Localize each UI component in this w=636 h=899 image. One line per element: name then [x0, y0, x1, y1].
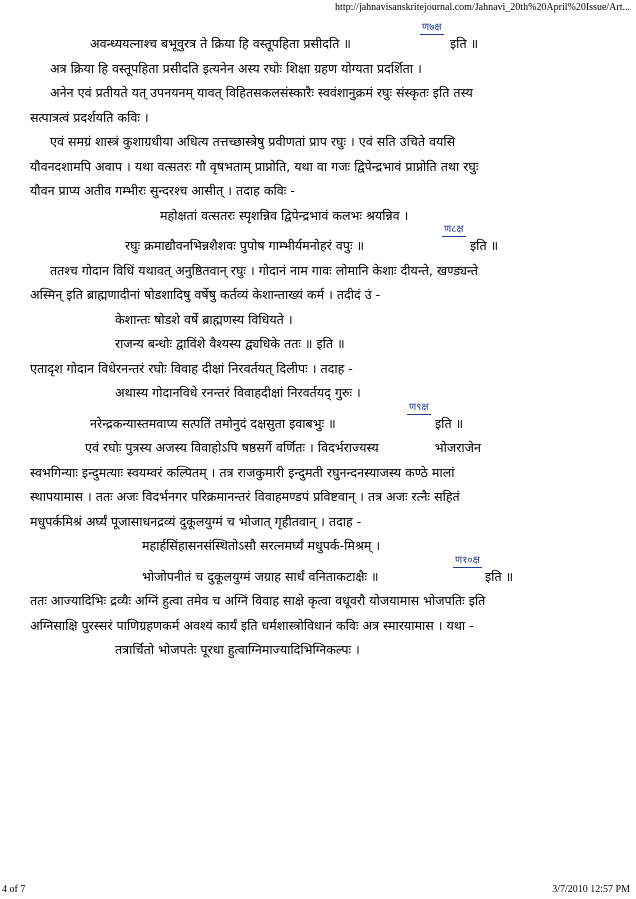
verse-iti: इति ॥ — [450, 36, 479, 51]
footnote-link[interactable]: ण८क्ष — [444, 224, 464, 235]
verse-iti: इति ॥ — [485, 568, 514, 584]
paragraph-line: अस्मिन् इति ब्राह्मणादीनां षोडशादिषु वर्षेषु कर्तव्यं केशान्ताख्यं कर्म । तदीदं उं - — [30, 287, 381, 302]
paragraph-line: मधुपर्कमिश्रं अर्घ्यं पूजासाधनद्रव्यं दुकूलयुग्मं च भोजात् गृहीतवान् । तदाह - — [30, 513, 362, 529]
verse-text: अवन्ध्ययत्नाश्च बभूवुरत्र ते क्रिया हि वस्तूपहिता प्रसीदति ॥ — [90, 36, 351, 51]
verse-iti: इति ॥ — [470, 238, 499, 253]
print-datetime: 3/7/2010 12:57 PM — [552, 884, 630, 895]
verse-line-2 — [30, 224, 620, 259]
page-url-header: http://jahnavisanskritejournal.com/Jahnavi_20th%20April%20Issue/Art... — [335, 2, 630, 13]
paragraph-line: यौवन प्राप्य अतीव गम्भीरः सुन्दरश्च आसीत् । तदाह कविः - — [30, 183, 295, 198]
paragraph-line — [30, 436, 620, 461]
verse-line-1 — [30, 22, 620, 57]
paragraph-line: यौवनदशामपि अवाप । यथा वत्सतरः गौ वृषभताम् प्राप्नोति, यथा वा गजः द्विपेन्द्रभावं प्राप्नोति तथा रघुः — [30, 158, 479, 174]
quote-line: अथास्य गोदानविधे रनन्तरं विवाहदीक्षां निरवर्तयद् गुरुः । — [115, 385, 361, 400]
footnote-link[interactable]: ण१०क्ष — [455, 554, 480, 566]
paragraph-line: स्वभगिन्याः इन्दुमत्याः स्वयम्वरं कल्पितम् । तत्र राजकुमारी इन्दुमती रघुनन्दनस्याजस्य कण्ठे मालां — [30, 464, 455, 480]
verse-text: रघुः क्रमाद्यौवनभिन्नशैशवः पुपोष गाम्भीर्यमनोहरं वपुः ॥ — [125, 238, 365, 253]
verse-iti: इति ॥ — [435, 415, 464, 431]
paragraph-line: अग्निसाक्षि पुरस्सरं पाणिग्रहणकर्म अवश्यं कार्यं इति धर्मशास्त्रोविधानं कविः अत्र स्मारयामास । यथा - — [30, 617, 474, 633]
article-body — [30, 22, 620, 663]
verse-text: नरेन्द्रकन्यास्तमवाप्य सत्पतिं तमोनुदं दक्षसुता इवाबभुः ॥ — [90, 415, 336, 431]
paragraph-line: स्थापयामास । ततः अजः विदर्भनगर परिक्रमानन्तरं विवाहमण्डपं प्रविष्टवान् । तत्र अजः रत्नैः सहितं — [30, 489, 460, 504]
verse-line-3 — [30, 401, 620, 437]
footnote-link[interactable]: ण७क्ष — [422, 22, 442, 33]
paragraph-line: अत्र क्रिया हि वस्तूपहिता प्रसीदति इत्यनेन अस्य रघोः शिक्षा ग्रहण योग्यता प्रदर्शिता । — [50, 60, 422, 76]
paragraph-line: ततश्च गोदान विधिं यथावत् अनुष्ठितवान् रघुः । गोदानं नाम गावः लोमानि केशाः दीयन्ते, खण्ड्यन्ते — [50, 262, 478, 278]
quote-line: तत्रार्चितो भोजपतेः पूरधा हुत्वाग्निमाज्यादिभिग्निकल्पः । — [115, 642, 360, 657]
paragraph-text: भोजराजेन — [434, 440, 481, 455]
paragraph-text: एवं रघोः पुत्रस्य अजस्य विवाहोऽपि षष्ठसर्गे वर्णितः । विदर्भराज्यस्य — [85, 440, 379, 455]
quote-line: राजन्य बन्धोः द्वाविंशे वैश्यस्य द्व्यधिके ततः ॥ इति ॥ — [115, 336, 345, 351]
verse-text: भोजोपनीतं च दुकूलयुग्मं जग्राह सार्धं वनिताकटाक्षैः ॥ — [142, 568, 379, 584]
paragraph-line: सत्पात्रत्वं प्रदर्शयति कविः । — [30, 109, 149, 125]
page-number: 4 of 7 — [2, 884, 26, 895]
quote-line: महोक्षतां वत्सतरः स्पृशन्निव द्विपेन्द्रभावं कलभः श्रयन्निव । — [160, 207, 409, 223]
footnote-link[interactable]: ण९क्ष — [409, 401, 429, 413]
paragraph-line: एतादृश गोदान विधेरनन्तरं रघोः विवाह दीक्षां निरवर्तयत् दिलीपः । तदाह - — [30, 360, 353, 376]
paragraph-line: एवं समग्रं शास्त्रं कुशाग्रधीया अधित्य तत्तच्छास्त्रेषु प्रवीणतां प्राप रघुः । एवं सति उचिते वयसि — [50, 134, 456, 149]
verse-line-4 — [30, 554, 620, 590]
quote-line: महार्हसिंहासनसंस्थितोऽसौ सरत्नमर्घ्यं मधुपर्क-मिश्रम् । — [142, 538, 381, 553]
paragraph-line: ततः आज्यादिभिः द्रव्यैः अग्निं हुत्वा तमेव च अग्निं विवाह साक्षे कृत्वा वधूवरौ योजयामास भोजपतिः इति — [30, 593, 486, 608]
quote-line: केशान्तः षोडशे वर्षे ब्राह्मणस्य विधियते । — [115, 311, 293, 327]
paragraph-line: अनेन एवं प्रतीयते यत् उपनयनम् यावत् विहितसकलसंस्कारैः स्ववंशानुक्रमं रघुः संस्कृतः इति तस्य — [50, 85, 473, 100]
